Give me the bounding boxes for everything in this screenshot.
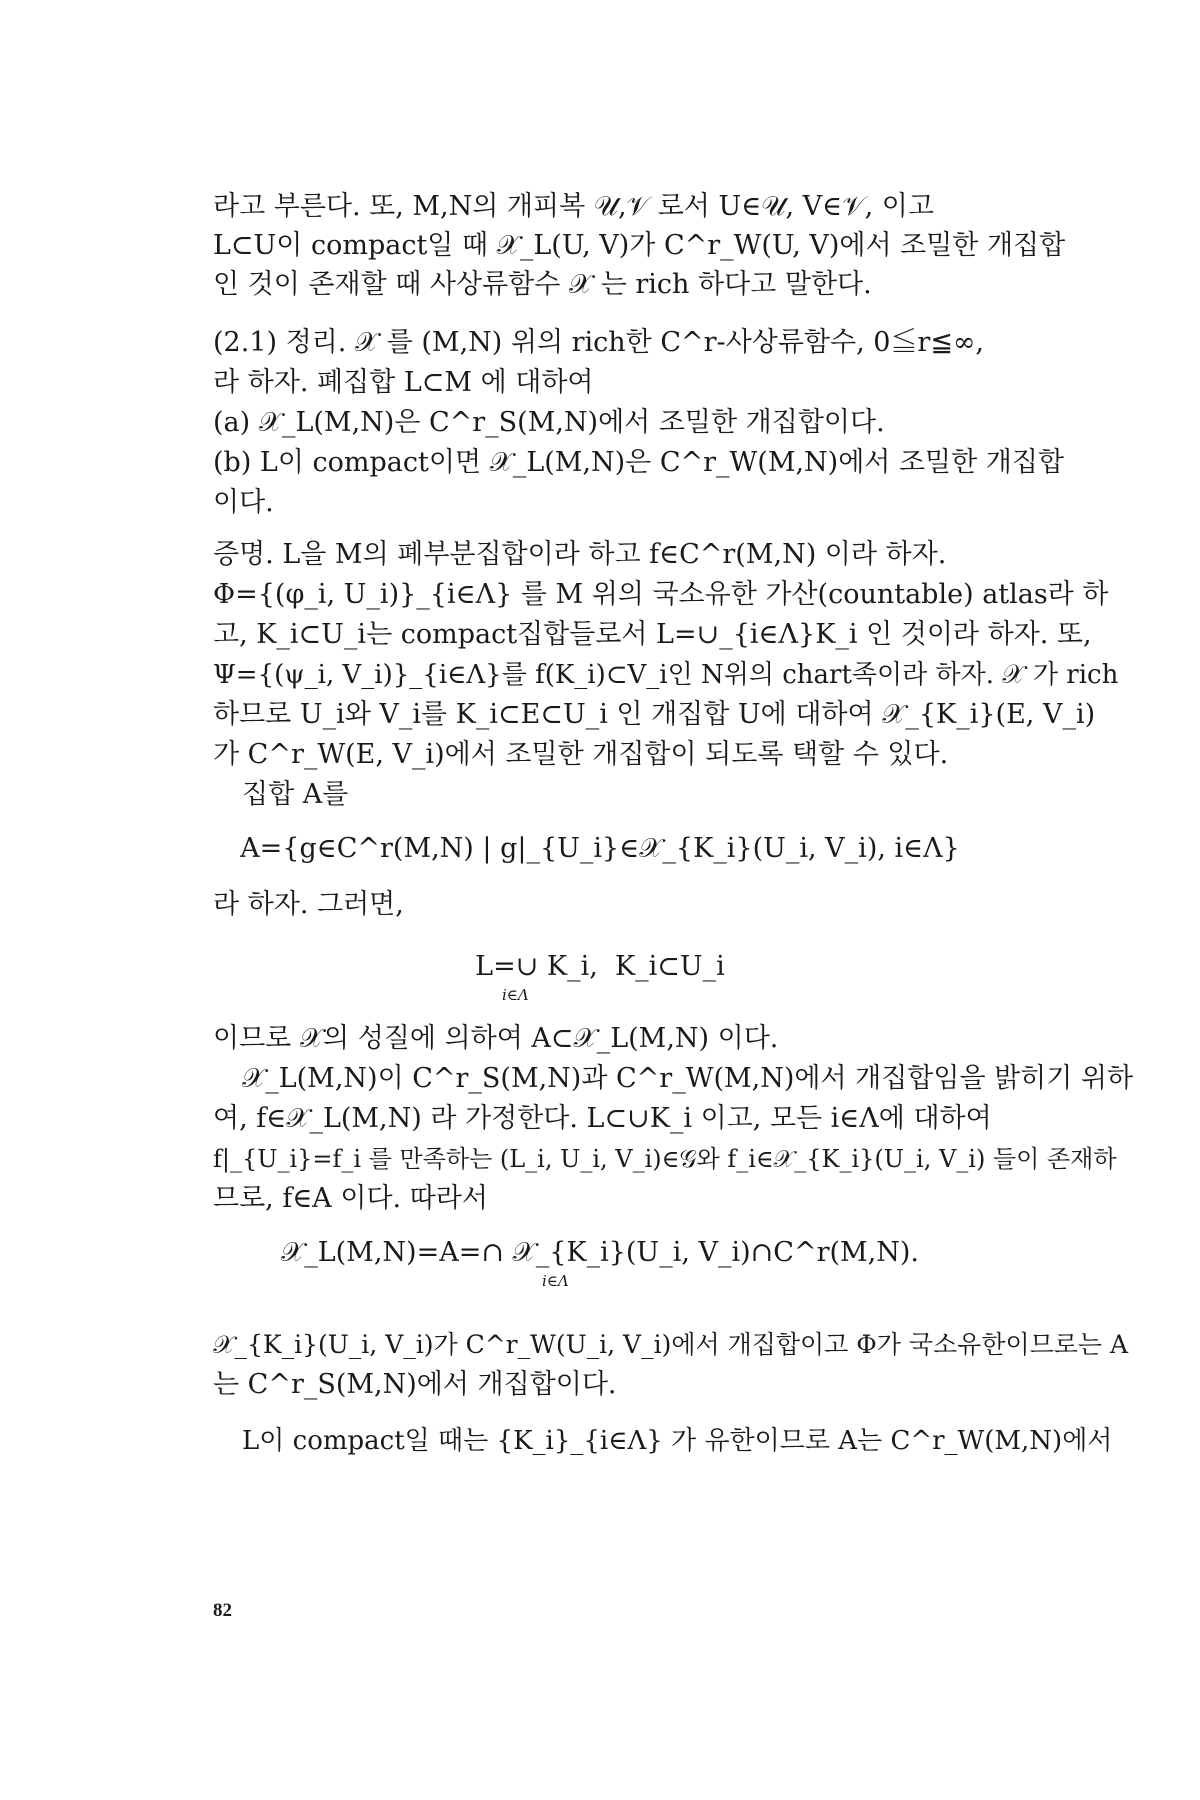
display-equation: 𝒳_L(M,N)=A=∩ 𝒳_{K_i}(U_i, V_i)∩C^r(M,N). <box>281 1237 919 1268</box>
display-equation: L=∪ K_i, K_i⊂U_i <box>475 951 725 982</box>
text-line: 이므로 𝒳의 성질에 의하여 A⊂𝒳_L(M,N) 이다. <box>213 1023 779 1054</box>
text-line: 라 하자. 그러면, <box>213 889 404 920</box>
text-line: 𝒳_L(M,N)이 C^r_S(M,N)과 C^r_W(M,N)에서 개집합임을 밝히기 위하 <box>242 1063 1134 1094</box>
text-line: 𝒳_{K_i}(U_i, V_i)가 C^r_W(U_i, V_i)에서 개집합이고 Φ가 국소유한이므로는 A <box>213 1330 1129 1359</box>
text-line: Ψ={(ψ_i, V_i)}_{i∈Λ}를 f(K_i)⊂V_i인 N위의 chart족이라 하자. 𝒳 가 rich <box>213 660 1119 690</box>
proof-heading: 증명. L을 M의 폐부분집합이라 하고 f∈C^r(M,N) 이라 하자. <box>213 539 947 570</box>
text-line: 는 C^r_S(M,N)에서 개집합이다. <box>213 1369 617 1400</box>
display-equation: A={g∈C^r(M,N) | g|_{U_i}∈𝒳_{K_i}(U_i, V_i), i∈Λ} <box>240 833 960 864</box>
text-line: Φ={(φ_i, U_i)}_{i∈Λ} 를 M 위의 국소유한 가산(countable) atlas라 하 <box>213 579 1109 610</box>
text-line: 가 C^r_W(E, V_i)에서 조밀한 개집합이 되도록 택할 수 있다. <box>213 739 949 770</box>
theorem-item-b: (b) L이 compact이면 𝒳_L(M,N)은 C^r_W(M,N)에서 조밀한 개집합 <box>213 447 1065 478</box>
text-line: 집합 A를 <box>242 779 349 810</box>
text-line: f|_{U_i}=f_i 를 만족하는 (L_i, U_i, V_i)∈𝒢와 f_i∈𝒳_{K_i}(U_i, V_i) 들이 존재하 <box>213 1145 1117 1173</box>
text-line: L이 compact일 때는 {K_i}_{i∈Λ} 가 유한이므로 A는 C^r_W(M,N)에서 <box>242 1426 1113 1456</box>
page-number: 82 <box>213 1600 232 1621</box>
text-line: 라고 부른다. 또, M,N의 개피복 𝒰,𝒱 로서 U∈𝒰, V∈𝒱, 이고 <box>213 191 934 222</box>
text-line: 라 하자. 폐집합 L⊂M 에 대하여 <box>213 367 594 398</box>
theorem-item-a: (a) 𝒳_L(M,N)은 C^r_S(M,N)에서 조밀한 개집합이다. <box>213 407 885 438</box>
theorem-heading: (2.1) 정리. 𝒳 를 (M,N) 위의 rich한 C^r-사상류함수, 0≦r≦∞, <box>213 327 985 358</box>
text-line: 인 것이 존재할 때 사상류함수 𝒳 는 rich 하다고 말한다. <box>213 269 872 300</box>
union-subscript: i∈Λ <box>502 986 529 1004</box>
text-line: 하므로 U_i와 V_i를 K_i⊂E⊂U_i 인 개집합 U에 대하여 𝒳_{K_i}(E, V_i) <box>213 699 1096 730</box>
text-line: 므로, f∈A 이다. 따라서 <box>213 1183 488 1214</box>
text-line: 고, K_i⊂U_i는 compact집합들로서 L=∪_{i∈Λ}K_i 인 것이라 하자. 또, <box>213 619 1092 650</box>
text-line: L⊂U이 compact일 때 𝒳_L(U, V)가 C^r_W(U, V)에서 조밀한 개집합 <box>213 230 1066 261</box>
text-line: 이다. <box>213 487 274 518</box>
text-line: 여, f∈𝒳_L(M,N) 라 가정한다. L⊂∪K_i 이고, 모든 i∈Λ에 대하여 <box>213 1103 992 1134</box>
intersection-subscript: i∈Λ <box>542 1272 569 1290</box>
